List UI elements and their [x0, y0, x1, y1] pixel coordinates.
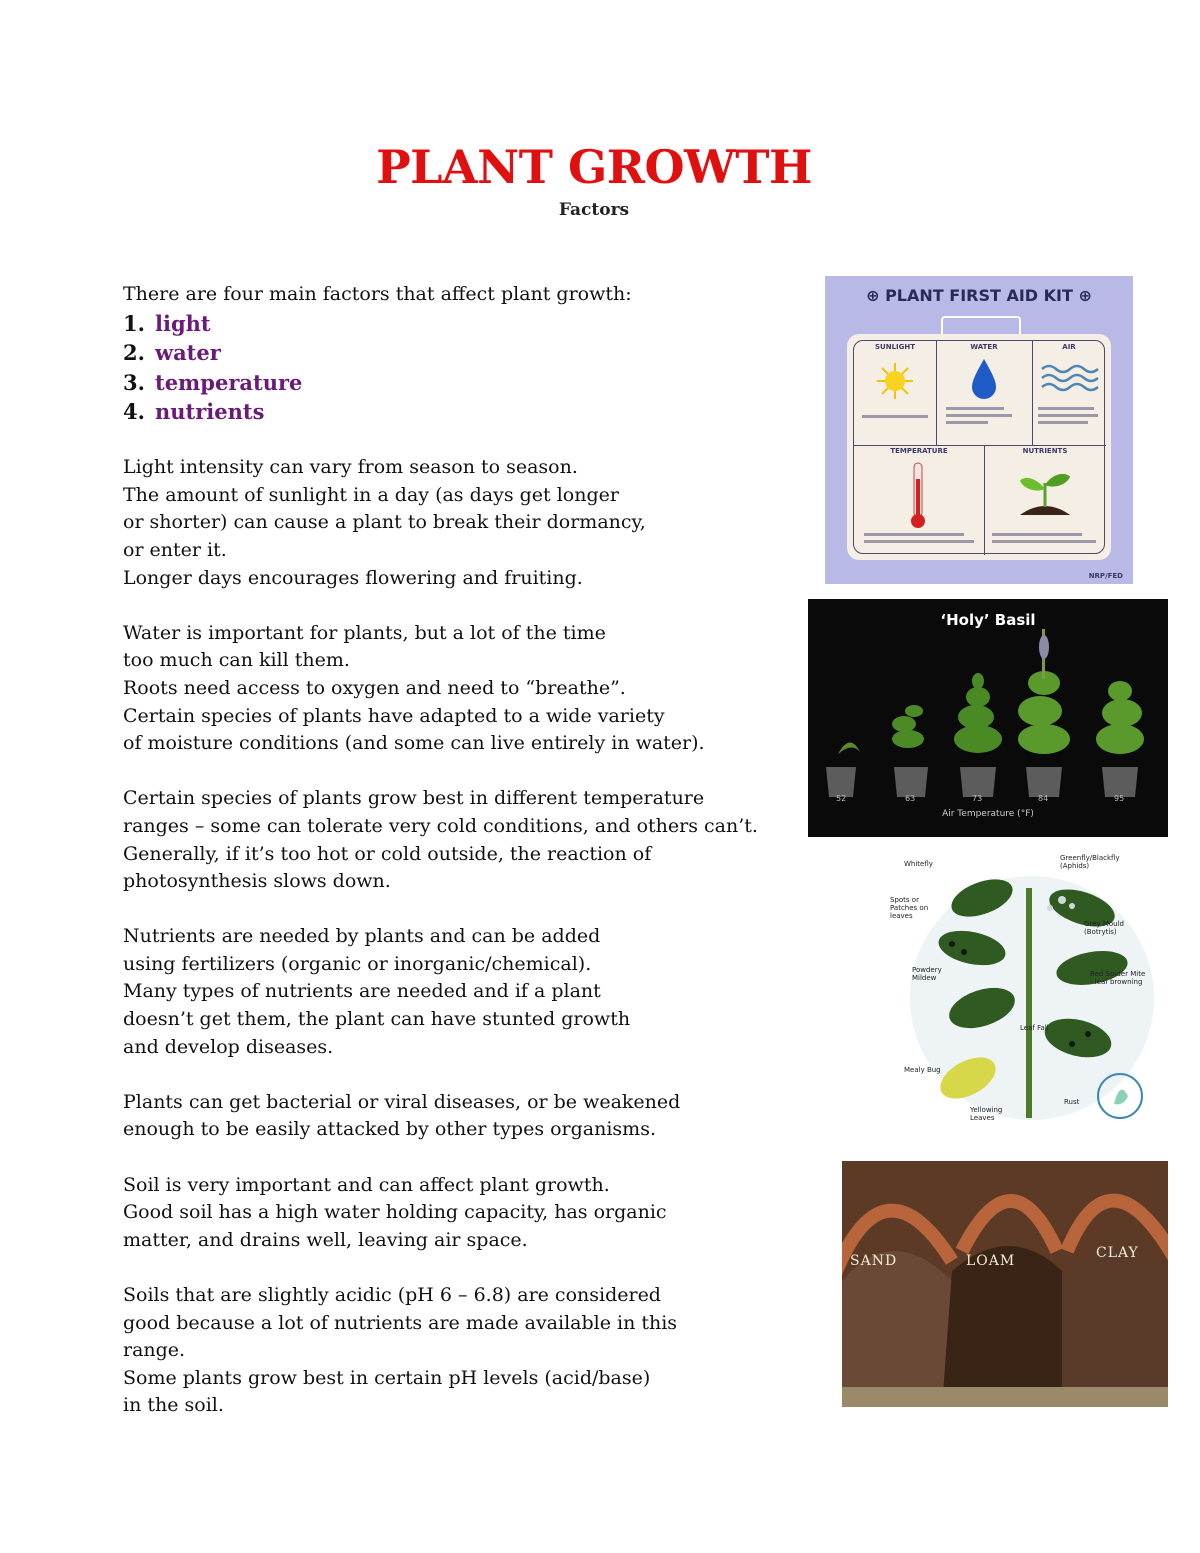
temp-label: 63: [905, 794, 916, 803]
disease-label: Yellowing Leaves: [970, 1106, 1003, 1122]
text-line: photosynthesis slows down.: [123, 870, 391, 893]
cell-label: NUTRIENTS: [1022, 447, 1068, 455]
text-line: doesn’t get them, the plant can have stunted growth: [123, 1008, 631, 1031]
factor-name: temperature: [155, 369, 303, 395]
disease-label: Rust: [1064, 1098, 1080, 1106]
disease-label: Powdery Mildew: [912, 966, 942, 982]
text-line: Plants can get bacterial or viral diseases, or be weakened: [123, 1090, 681, 1113]
list-number: 3.: [123, 369, 145, 395]
soil-paragraph: [123, 1172, 803, 1255]
nutrients-paragraph: [123, 923, 803, 1061]
text-line: Generally, if it’s too hot or cold outside, the reaction of: [123, 842, 652, 865]
kit-box: [847, 334, 1111, 560]
light-paragraph: [123, 454, 803, 592]
disease-label: Spots or Patches on leaves: [890, 896, 929, 920]
factor-list: [123, 309, 803, 427]
sunlight-cell: [854, 341, 937, 446]
sun-icon: [854, 341, 936, 445]
factor-name: light: [155, 310, 211, 336]
text-line: Certain species of plants have adapted to a wide variety: [123, 704, 665, 727]
factor-name: nutrients: [155, 399, 265, 425]
intro-paragraph: There are four main factors that affect plant growth:: [123, 283, 632, 305]
text-line: range.: [123, 1339, 186, 1362]
disease-label: Mealy Bug: [904, 1066, 941, 1074]
disease-label: Grey Mould (Botrytis): [1084, 920, 1124, 936]
temp-label: 73: [972, 794, 983, 803]
text-line: Light intensity can vary from season to season.: [123, 456, 578, 479]
text-line: Longer days encourages flowering and fruiting.: [123, 566, 583, 589]
text-line: too much can kill them.: [123, 649, 350, 672]
water-cell: [936, 341, 1033, 446]
text-line: ranges – some can tolerate very cold conditions, and others can’t.: [123, 814, 758, 837]
text-line: of moisture conditions (and some can live entirely in water).: [123, 732, 705, 755]
list-item: [123, 368, 803, 398]
disease-label: Red Spider Mite - leaf browning: [1090, 970, 1146, 986]
kit-brand: NRP/FED: [1088, 572, 1123, 580]
text-line: Nutrients are needed by plants and can be added: [123, 925, 601, 948]
nutrients-cell: [984, 445, 1106, 555]
kit-title: [825, 286, 1133, 305]
text-line: Many types of nutrients are needed and if a plant: [123, 980, 601, 1003]
disease-label: Whitefly: [904, 860, 933, 868]
temperature-paragraph: [123, 785, 803, 895]
plus-icon: ⊕: [866, 286, 880, 305]
text-line: in the soil.: [123, 1394, 224, 1417]
basil-title: ‘Holy’ Basil: [940, 611, 1036, 629]
text-line: The amount of sunlight in a day (as days get longer: [123, 483, 619, 506]
text-line: Soils that are slightly acidic (pH 6 – 6.8) are considered: [123, 1284, 661, 1306]
list-item: [123, 309, 803, 339]
soil-label-clay: CLAY: [1096, 1245, 1139, 1261]
temperature-cell: [854, 445, 985, 555]
text-line: good because a lot of nutrients are made available in this: [123, 1311, 678, 1334]
air-cell: [1032, 341, 1106, 446]
text-line: enough to be easily attacked by other types organisms.: [123, 1118, 656, 1141]
air-waves-icon: [1032, 341, 1106, 445]
cell-label: WATER: [970, 343, 998, 351]
disease-label: Leaf Fall: [1020, 1024, 1049, 1032]
text-line: or shorter) can cause a plant to break their dormancy,: [123, 511, 646, 534]
sprout-icon: [984, 445, 1106, 555]
factor-name: water: [155, 340, 221, 366]
text-line: Roots need access to oxygen and need to “breathe”.: [123, 676, 626, 699]
water-drop-icon: [936, 341, 1032, 445]
cell-label: TEMPERATURE: [890, 447, 948, 455]
list-number: 2.: [123, 340, 145, 366]
text-line: or enter it.: [123, 538, 227, 561]
soil-pots-graphic: [842, 1161, 1168, 1407]
text-line: and develop diseases.: [123, 1035, 334, 1058]
text-line: Soil is very important and can affect plant growth.: [123, 1173, 610, 1196]
disease-paragraph: [123, 1089, 803, 1144]
list-number: 1.: [123, 310, 145, 336]
soil-types-photo: [842, 1161, 1168, 1407]
plus-icon: ⊕: [1078, 286, 1092, 305]
page-subtitle: Factors: [558, 200, 630, 220]
text-line: Water is important for plants, but a lot of the time: [123, 621, 606, 644]
list-item: [123, 397, 803, 427]
list-item: [123, 338, 803, 368]
text-line: using fertilizers (organic or inorganic/chemical).: [123, 952, 592, 975]
first-aid-kit-image: [825, 276, 1133, 584]
kit-title-text: PLANT FIRST AID KIT: [885, 286, 1073, 305]
soil-label-sand: SAND: [850, 1253, 898, 1269]
text-line: Some plants grow best in certain pH levels (acid/base): [123, 1366, 651, 1389]
page-title: PLANT GROWTH: [376, 140, 812, 194]
text-line: Good soil has a high water holding capacity, has organic: [123, 1201, 667, 1224]
thermometer-icon: [854, 445, 984, 555]
temp-label: 95: [1114, 794, 1125, 803]
cell-label: AIR: [1062, 343, 1076, 351]
basil-photo: [808, 599, 1168, 837]
basil-axis-label: Air Temperature (°F): [942, 809, 1034, 819]
plant-illustration: [882, 848, 1154, 1133]
soil-label-loam: LOAM: [966, 1253, 1016, 1269]
cell-label: SUNLIGHT: [874, 343, 916, 351]
plant-disease-diagram: [882, 848, 1154, 1133]
temp-label: 52: [836, 794, 847, 803]
disease-label: Greenfly/Blackfly (Aphids): [1060, 854, 1120, 870]
ph-paragraph: [123, 1282, 803, 1420]
temp-label: 84: [1038, 794, 1049, 803]
text-line: matter, and drains well, leaving air space.: [123, 1228, 528, 1251]
water-paragraph: [123, 620, 803, 758]
body-text: [123, 281, 803, 1420]
list-number: 4.: [123, 399, 145, 425]
text-line: Certain species of plants grow best in different temperature: [123, 787, 705, 810]
